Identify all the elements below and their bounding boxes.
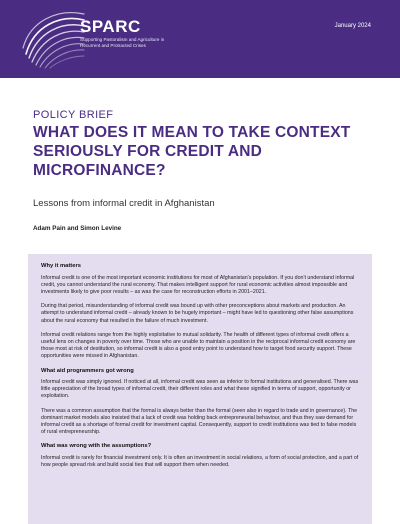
paragraph: Informal credit is rarely for financial investment only. It is often an investment in social relations, a form of social protection, and a part of how people spread risk and build social ties that will support them when needed.: [41, 454, 359, 469]
section-heading-why-it-matters: Why it matters: [41, 263, 81, 269]
document-type-label: POLICY BRIEF: [33, 109, 114, 121]
paragraph: Informal credit is one of the most important economic institutions for most of Afghanistan's population. If you don't understand informal credit, you cannot understand the rural economy. That makes intelligent support for rural economic activities almost impossible and investments likely to give poor results – as was the case for reconstruction efforts in 2001–2021.: [41, 274, 355, 295]
section-heading-what-aid-programmers-got-wrong: What aid programmers got wrong: [41, 367, 134, 374]
header-banner: [0, 0, 400, 78]
authors-line: Adam Pain and Simon Levine: [33, 225, 122, 232]
document-subtitle: Lessons from informal credit in Afghanistan: [33, 198, 215, 209]
paragraph: During that period, misunderstanding of informal credit was bound up with other preconceptions about markets and production. An attempt to understand informal credit – already known to be hugely important – might have led to questioning other false assumptions about the rural economy that resulted in the failure of much investment.: [41, 303, 354, 324]
brand-tagline: Supporting Pastoralism and Agriculture in Recurrent and Protracted Crises: [80, 37, 165, 48]
summary-panel: [28, 254, 372, 524]
section-heading-what-was-wrong-with-assumptions: What was wrong with the assumptions?: [41, 443, 152, 450]
brand-name: SPARC: [80, 17, 141, 36]
paragraph: There was a common assumption that the formal is always better than the formal (seen also in regard to trade and in governance). The dominant market models also insisted that a lack of credit was holding back entrepreneurial behaviour, and thus they saw demand for informal credit as a shortage of formal credit for investment capital. Consequently, support to credit institutions was tied to false models of rural entrepreneurship.: [41, 407, 358, 436]
paragraph: Informal credit was simply ignored. If noticed at all, informal credit was seen as inferior to formal institutions and generalised. There was little appreciation of the broad types of informal credit, their different roles and what these signified in terms of support, opportunity or exploitation.: [41, 379, 359, 400]
document-title: WHAT DOES IT MEAN TO TAKE CONTEXT SERIOUSLY FOR CREDIT AND MICROFINANCE?: [33, 124, 351, 179]
publication-date: January 2024: [334, 23, 371, 29]
paragraph: Informal credit relations range from the highly exploitative to mutual solidarity. The health of different types of informal credit offers a useful lens on changes in poverty over time. Those who are unable to maintain a position in the reciprocal informal credit economy are those most at risk of destitution, so informal credit is also a good entry point to understand how to target food security support. These opportunities were missed in Afghanistan.: [41, 331, 356, 360]
